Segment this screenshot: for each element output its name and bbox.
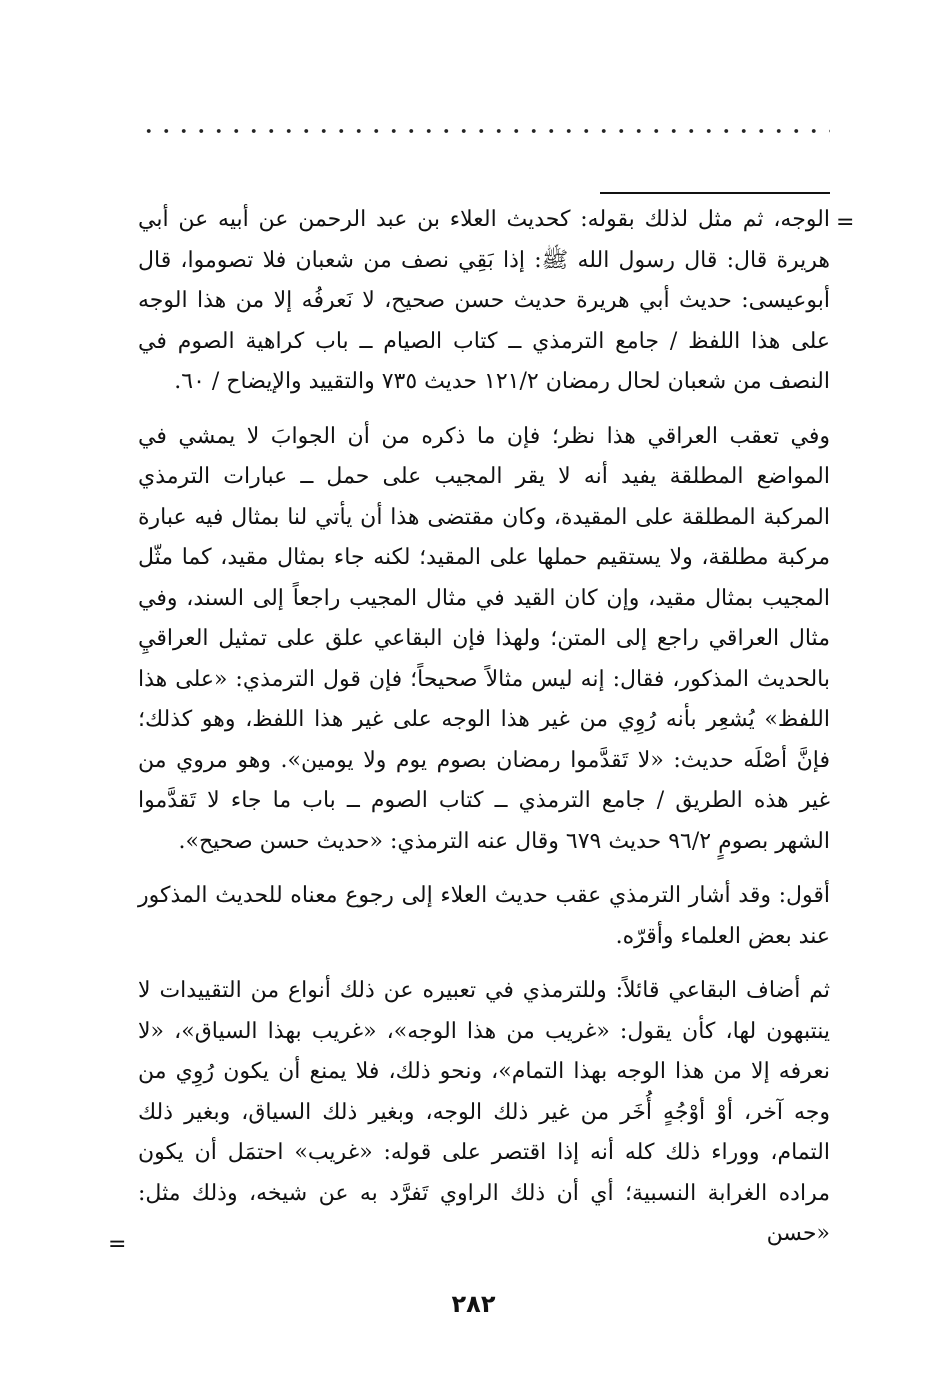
page-body xyxy=(138,200,830,1255)
body-paragraph: أقول: وقد أشار الترمذي عقب حديث العلاء إلى رجوع معناه للحديث المذكور عند بعض العلماء وأقرّه. xyxy=(138,883,830,949)
body-paragraph: وفي تعقب العراقي هذا نظر؛ فإن ما ذكره من أن الجوابَ لا يمشي في المواضع المطلقة يفيد أنه لا يقر المجيب على حمل ــ عبارات الترمذي المركبة المطلقة على المقيدة، وكان مقتضى هذا أن يأتي لنا بمثال فيه عبارة مركبة مطلقة، ولا يستقيم حملها على المقيد؛ لكنه جاء بمثال مقيد، كما مثّل المجيب بمثال مقيد، وإن كان القيد في مثال المجيب راجعاً إلى السند، وفي مثال العراقي راجع إلى المتن؛ ولهذا فإن البقاعي علق على تمثيل العراقيِ بالحديث المذكور، فقال: إنه ليس مثالاً صحيحاً؛ فإن قول الترمذي: «على هذا اللفظ» يُشعِر بأنه رُوِي من غير هذا الوجه على غير هذا اللفظ، وهو كذلك؛ فإنَّ أصْلَه حديث: «لا تَقدَّموا رمضان بصوم يوم ولا يومين». وهو مروي من غير هذه الطريق / جامع الترمذي ــ كتاب الصوم ــ باب ما جاء لا تَقدَّموا الشهر بصومٍ ٩٦/٢ حديث ٦٧٩ وقال عنه الترمذي: «حديث حسن صحيح». xyxy=(138,423,830,854)
footnote-paragraph: الوجه، ثم مثل لذلك بقوله: كحديث العلاء بن عبد الرحمن عن أبيه عن أبي هريرة قال: قال رسول الله ﷺ: إذا بَقِي نصف من شعبان فلا تصوموا، قال أبوعيسى: حديث أبي هريرة حديث حسن صحيح، لا نَعرفُه إلا من هذا الوجه على هذا اللفظ / جامع الترمذي ــ كتاب الصيام ــ باب كراهية الصوم في النصف من شعبان لحال رمضان ١٢١/٢ حديث ٧٣٥ والتقييد والإيضاح / ٦٠. xyxy=(138,207,830,394)
text-continuation-marker: = xyxy=(108,1232,127,1257)
body-paragraph: ثم أضاف البقاعي قائلاً: وللترمذي في تعبيره عن ذلك أنواع من التقييدات لا ينتبهون لها، كأن يقول: «غريب من هذا الوجه»، «غريب بهذا السياق»، «لا نعرفه إلا من هذا الوجه بهذا التمام»، ونحو ذلك، فلا يمنع أن يكون رُوِي من وجه آخر، أوْ أوْجُهٍ أُخَر من غير ذلك الوجه، وبغير ذلك السياق، وبغير ذلك التمام، ووراء ذلك كله أنه إذا اقتصر على قوله: «غريب» احتمَل أن يكون مراده الغرابة النسبية؛ أي أن ذلك الراوي تَفرَّد به عن شيخه، وذلك مثل: «حسن xyxy=(138,978,830,1246)
dotted-separator xyxy=(140,124,830,138)
page-number: ٢٨٢ xyxy=(451,1290,496,1318)
footnote-continuation-marker: = xyxy=(836,210,855,235)
footnote-rule xyxy=(600,192,830,194)
